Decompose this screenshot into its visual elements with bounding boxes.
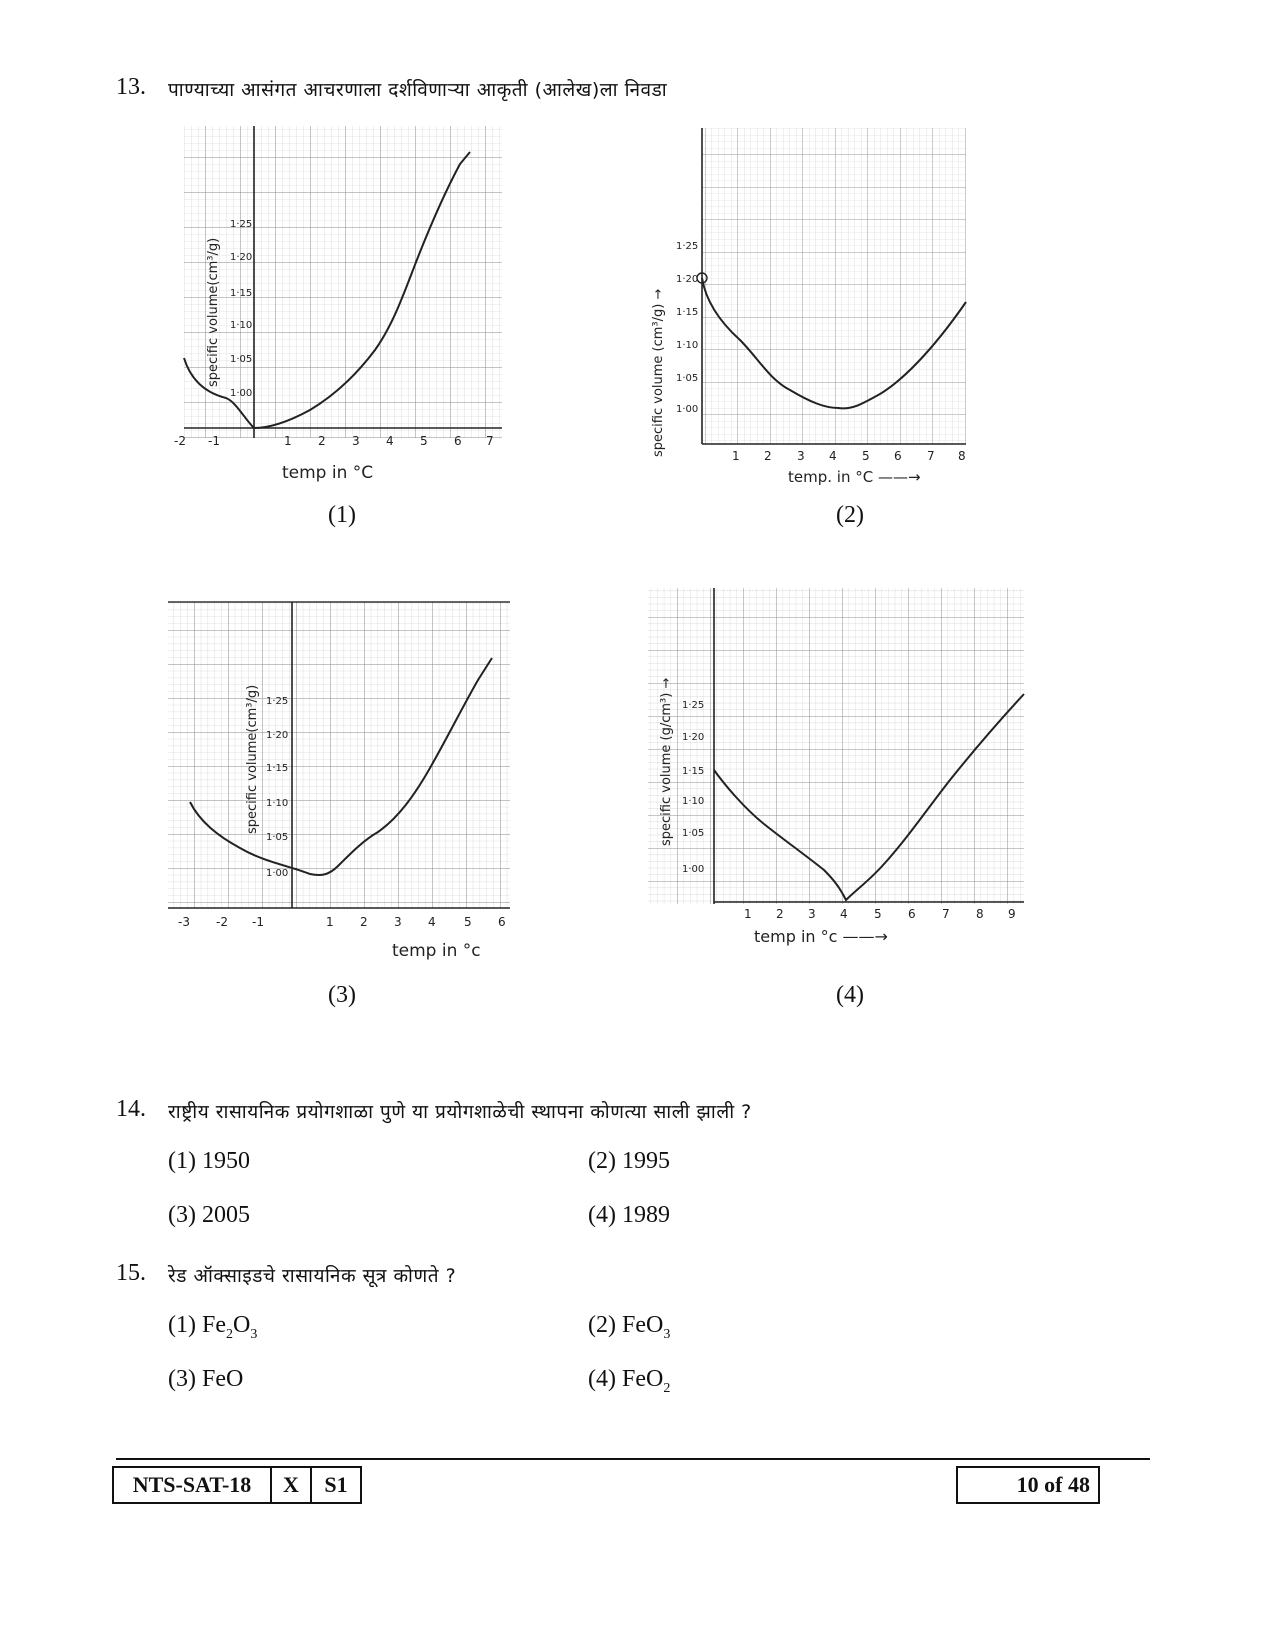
- question-13-number: 13.: [116, 74, 146, 100]
- q15-option-1-num: (1): [168, 1312, 196, 1338]
- q15-option-3-formula: FeO: [201, 1366, 244, 1392]
- q14-option-1: (1) 1950: [168, 1148, 250, 1174]
- graph-1-xtick-7: 5: [420, 434, 428, 448]
- graph-2-xtick-1: 1: [732, 449, 740, 463]
- graph-3-ytick-3: 1·15: [266, 763, 289, 774]
- graph-2-svg: [640, 122, 980, 492]
- graph-2-xtick-4: 4: [829, 449, 837, 463]
- question-13-text: पाण्याच्या आसंगत आचरणाला दर्शविणाऱ्या आकृती (आलेख)ला निवडा: [168, 79, 668, 101]
- footer-code-box: [112, 1466, 362, 1504]
- formula-part: O: [232, 1312, 251, 1338]
- question-15-number: 15.: [116, 1260, 146, 1286]
- q15-option-1-formula: [201, 1312, 258, 1342]
- q15-option-4-num: (4): [588, 1366, 616, 1392]
- graph-2-ylabel: specific volume (cm³/g) →: [651, 288, 666, 457]
- graph-3-ylabel: specific volume(cm³/g): [245, 684, 260, 834]
- q14-option-2: (2) 1995: [588, 1148, 670, 1174]
- graph-4-ytick-6: 1·00: [682, 864, 705, 875]
- graph-4-ylabel: specific volume (g/cm³) →: [659, 677, 674, 846]
- graph-3-xlabel: temp in °c: [392, 941, 481, 961]
- graph-4-xtick-2: 2: [776, 907, 784, 921]
- footer-series: S1: [324, 1472, 348, 1497]
- graph-2-grid: [702, 128, 966, 444]
- q15-option-1: [168, 1312, 257, 1343]
- graph-2-xtick-5: 5: [862, 449, 870, 463]
- graph-1-ytick-1: 1·25: [230, 219, 253, 230]
- graph-4-ytick-5: 1·05: [682, 828, 705, 839]
- graph-2-xtick-2: 2: [764, 449, 772, 463]
- graph-4-xtick-8: 8: [976, 907, 984, 921]
- graph-4-xtick-5: 5: [874, 907, 882, 921]
- graph-1-ylabel: specific volume(cm³/g): [206, 237, 221, 387]
- footer-class: X: [283, 1472, 299, 1497]
- graph-3-ytick-5: 1·05: [266, 832, 289, 843]
- graph-2-ytick-3: 1·15: [676, 307, 699, 318]
- formula-sub: 3: [250, 1326, 258, 1342]
- graph-2-xtick-7: 7: [927, 449, 935, 463]
- graph-3-ytick-1: 1·25: [266, 696, 289, 707]
- graph-1-ytick-4: 1·10: [230, 320, 253, 331]
- graph-2-ytick-1: 1·25: [676, 241, 699, 252]
- graph-4-ytick-2: 1·20: [682, 732, 705, 743]
- q15-option-2-num: (2): [588, 1312, 616, 1338]
- graph-4-xtick-4: 4: [840, 907, 848, 921]
- q15-option-2-formula: [621, 1312, 671, 1342]
- graph-1-xtick-5: 3: [352, 434, 360, 448]
- graph-2: [640, 122, 980, 492]
- graph-3-xtick-1: -3: [178, 915, 190, 929]
- graph-3-xtick-2: -2: [216, 915, 228, 929]
- graph-3-xtick-4: 1: [326, 915, 334, 929]
- question-15-text: रेड ऑक्साइडचे रासायनिक सूत्र कोणते ?: [168, 1265, 457, 1287]
- question-14-number: 14.: [116, 1096, 146, 1122]
- graph-1-xtick-9: 7: [486, 434, 494, 448]
- question-14-text: राष्ट्रीय रासायनिक प्रयोगशाळा पुणे या प्रयोगशाळेची स्थापना कोणत्या साली झाली ?: [168, 1101, 752, 1123]
- footer-page-box: [956, 1466, 1100, 1504]
- q15-option-3: [168, 1366, 243, 1393]
- graph-2-ytick-4: 1·10: [676, 340, 699, 351]
- graph-3: [160, 596, 530, 966]
- graph-3-xtick-5: 2: [360, 915, 368, 929]
- graph-1-xtick-6: 4: [386, 434, 394, 448]
- graph-4-ytick-3: 1·15: [682, 766, 705, 777]
- graph-3-svg: [160, 596, 530, 966]
- graph-2-xtick-3: 3: [797, 449, 805, 463]
- formula-sub: 3: [663, 1326, 671, 1342]
- graph-3-xtick-9: 6: [498, 915, 506, 929]
- footer-class-cell: [270, 1468, 310, 1502]
- graph-2-xtick-8: 8: [958, 449, 966, 463]
- q15-option-4-formula: [621, 1366, 671, 1396]
- graph-1-xtick-4: 2: [318, 434, 326, 448]
- graph-1-xtick-8: 6: [454, 434, 462, 448]
- graph-2-ytick-2: 1·20: [676, 274, 699, 285]
- graph-1-xtick-1: -2: [174, 434, 186, 448]
- q15-option-3-num: (3): [168, 1366, 196, 1392]
- q15-option-2: [588, 1312, 670, 1343]
- graph-4-svg: [644, 584, 1034, 954]
- graph-3-xtick-7: 4: [428, 915, 436, 929]
- formula-part: FeO: [621, 1312, 664, 1338]
- graph-3-xtick-3: -1: [252, 915, 264, 929]
- graph-2-xlabel: temp. in °C ——→: [788, 468, 921, 486]
- graph-1-svg: [170, 122, 510, 492]
- formula-sub: 2: [225, 1326, 233, 1342]
- graph-1-xlabel: temp in °C: [282, 463, 374, 483]
- graph-4-xtick-3: 3: [808, 907, 816, 921]
- graph-1-xtick-3: 1: [284, 434, 292, 448]
- graph-3-xtick-8: 5: [464, 915, 472, 929]
- graph-4-ytick-1: 1·25: [682, 700, 705, 711]
- footer-code: NTS-SAT-18: [132, 1472, 252, 1497]
- graph-1-xtick-2: -1: [208, 434, 220, 448]
- formula-sub: 2: [663, 1380, 671, 1396]
- graph-1-ytick-6: 1·00: [230, 388, 253, 399]
- graph-4-xtick-1: 1: [744, 907, 752, 921]
- graph-2-ytick-5: 1·05: [676, 373, 699, 384]
- graph-4-xlabel: temp in °c ——→: [754, 927, 888, 946]
- graph-2-caption: (2): [836, 502, 864, 528]
- graph-3-ytick-4: 1·10: [266, 798, 289, 809]
- graph-1-ytick-5: 1·05: [230, 354, 253, 365]
- graph-1-caption: (1): [328, 502, 356, 528]
- q15-option-4: [588, 1366, 670, 1397]
- footer-rule: [116, 1458, 1150, 1460]
- graph-1-ytick-2: 1·20: [230, 252, 253, 263]
- graph-4-ytick-4: 1·10: [682, 796, 705, 807]
- graph-3-ytick-6: 1·00: [266, 868, 289, 879]
- graph-4-xtick-9: 9: [1008, 907, 1016, 921]
- graph-4: [644, 584, 1034, 954]
- graph-4-xtick-6: 6: [908, 907, 916, 921]
- graph-3-grid: [168, 602, 510, 908]
- q14-option-4: (4) 1989: [588, 1202, 670, 1228]
- graph-2-ytick-6: 1·00: [676, 404, 699, 415]
- graph-3-caption: (3): [328, 982, 356, 1008]
- q14-option-3: (3) 2005: [168, 1202, 250, 1228]
- graph-1-ytick-3: 1·15: [230, 288, 253, 299]
- graph-3-ytick-2: 1·20: [266, 730, 289, 741]
- formula-part: FeO: [621, 1366, 664, 1392]
- formula-part: Fe: [201, 1312, 226, 1338]
- graph-1: [170, 122, 510, 492]
- graph-2-xtick-6: 6: [894, 449, 902, 463]
- footer-page-number: 10 of 48: [1016, 1472, 1090, 1497]
- graph-4-grid: [648, 588, 1024, 904]
- footer-code-cell: [114, 1468, 270, 1502]
- graph-4-caption: (4): [836, 982, 864, 1008]
- graph-4-xtick-7: 7: [942, 907, 950, 921]
- graph-3-xtick-6: 3: [394, 915, 402, 929]
- footer-series-cell: [310, 1468, 360, 1502]
